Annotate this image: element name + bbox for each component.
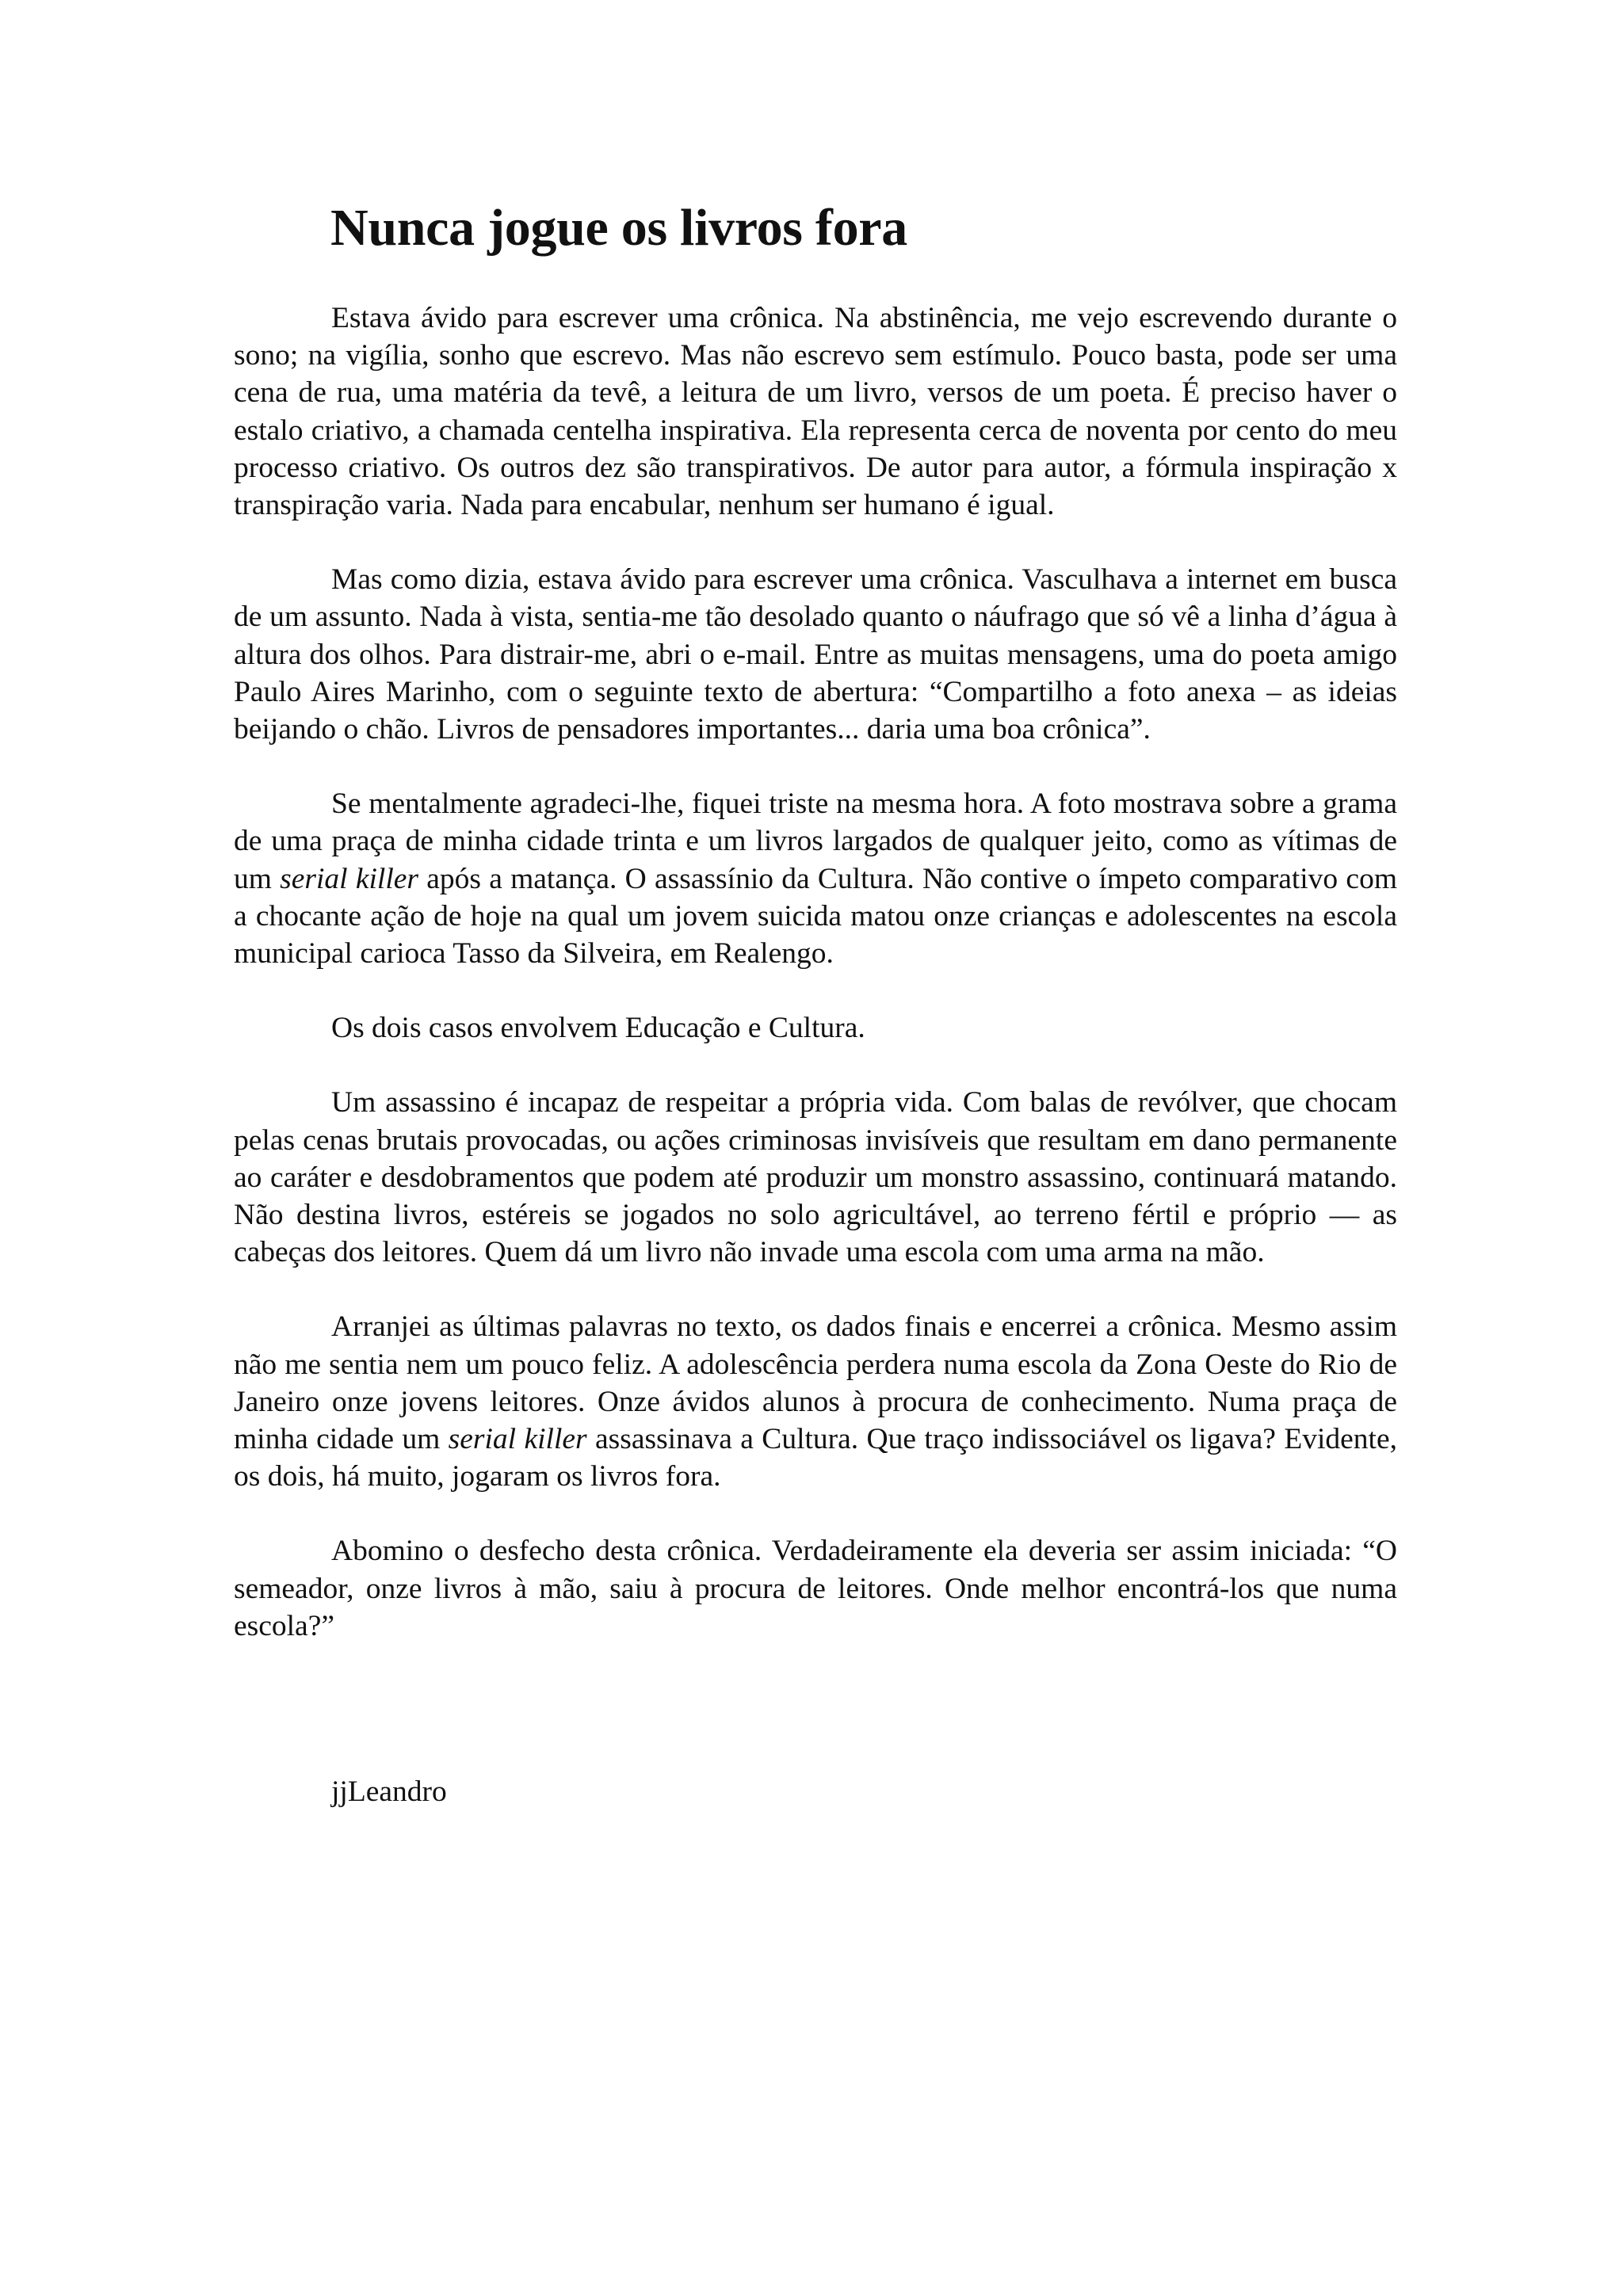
paragraph-text: Arranjei as últimas palavras no texto, os dados finais e encerrei a crônica. Mesmo assim não me sentia nem um pouco feliz. A adolescência perdera numa escola da Zona Oeste do Rio de Janeiro onze jovens leitores. Onze ávidos alunos à procura de conhecimento. Numa praça de minha cidade um <box>234 1310 1397 1456</box>
paragraph <box>234 785 1397 972</box>
paragraph <box>234 1009 1397 1047</box>
paragraph-italic-text: serial killer <box>280 862 418 895</box>
paragraph-text: após a matança. O assassínio da Cultura. Não contive o ímpeto comparativo com a chocante ação de hoje na qual um jovem suicida matou onze crianças e adolescentes na escola municipal carioca Tasso da Silveira, em Realengo. <box>234 862 1397 971</box>
paragraph <box>234 561 1397 748</box>
paragraph <box>234 1084 1397 1271</box>
paragraph-text: Se mentalmente agradeci-lhe, fiquei triste na mesma hora. A foto mostrava sobre a grama de uma praça de minha cidade trinta e um livros largados de qualquer jeito, como as vítimas de um <box>234 788 1397 895</box>
paragraph-text: Abomino o desfecho desta crônica. Verdadeiramente ela deveria ser assim iniciada: “O semeador, onze livros à mão, saiu à procura de leitores. Onde melhor encontrá-los que numa escola?” <box>234 1535 1397 1642</box>
paragraph-text: Estava ávido para escrever uma crônica. Na abstinência, me vejo escrevendo durante o sono; na vigília, sonho que escrevo. Mas não escrevo sem estímulo. Pouco basta, pode ser uma cena de rua, uma matéria da tevê, a leitura de um livro, versos de um poeta. É preciso haver o estalo criativo, a chamada centelha inspirativa. Ela representa cerca de noventa por cento do meu processo criativo. Os outros dez são transpirativos. De autor para autor, a fórmula inspiração x transpiração varia. Nada para encabular, nenhum ser humano é igual. <box>234 302 1397 522</box>
paragraph-text: Um assassino é incapaz de respeitar a própria vida. Com balas de revólver, que chocam pelas cenas brutais provocadas, ou ações criminosas invisíveis que resultam em dano permanente ao caráter e desdobramentos que podem até produzir um monstro assassino, continuará matando. Não destina livros, estéreis se jogados no solo agricultável, ao terreno fértil e próprio — as cabeças dos leitores. Quem dá um livro não invade uma escola com uma arma na mão. <box>234 1086 1397 1269</box>
paragraph-text: assassinava a Cultura. Que traço indissociável os ligava? Evidente, os dois, há muito, jogaram os livros fora. <box>234 1423 1397 1493</box>
document-title: Nunca jogue os livros fora <box>330 199 907 257</box>
paragraph-text: Mas como dizia, estava ávido para escrever uma crônica. Vasculhava a internet em busca de um assunto. Nada à vista, sentia-me tão desolado quanto o náufrago que só vê a linha d’água à altura dos olhos. Para distrair-me, abri o e-mail. Entre as muitas mensagens, uma do poeta amigo Paulo Aires Marinho, com o seguinte texto de abertura: “Compartilho a foto anexa – as ideias beijando o chão. Livros de pensadores importantes... daria uma boa crônica”. <box>234 563 1397 746</box>
paragraph-text: Os dois casos envolvem Educação e Cultura. <box>331 1012 865 1045</box>
document-page <box>234 190 1397 1810</box>
paragraph-italic-text: serial killer <box>448 1423 587 1456</box>
paragraph <box>234 1308 1397 1495</box>
paragraph <box>234 1532 1397 1645</box>
paragraph <box>234 299 1397 524</box>
author-signature: jjLeandro <box>331 1775 447 1809</box>
